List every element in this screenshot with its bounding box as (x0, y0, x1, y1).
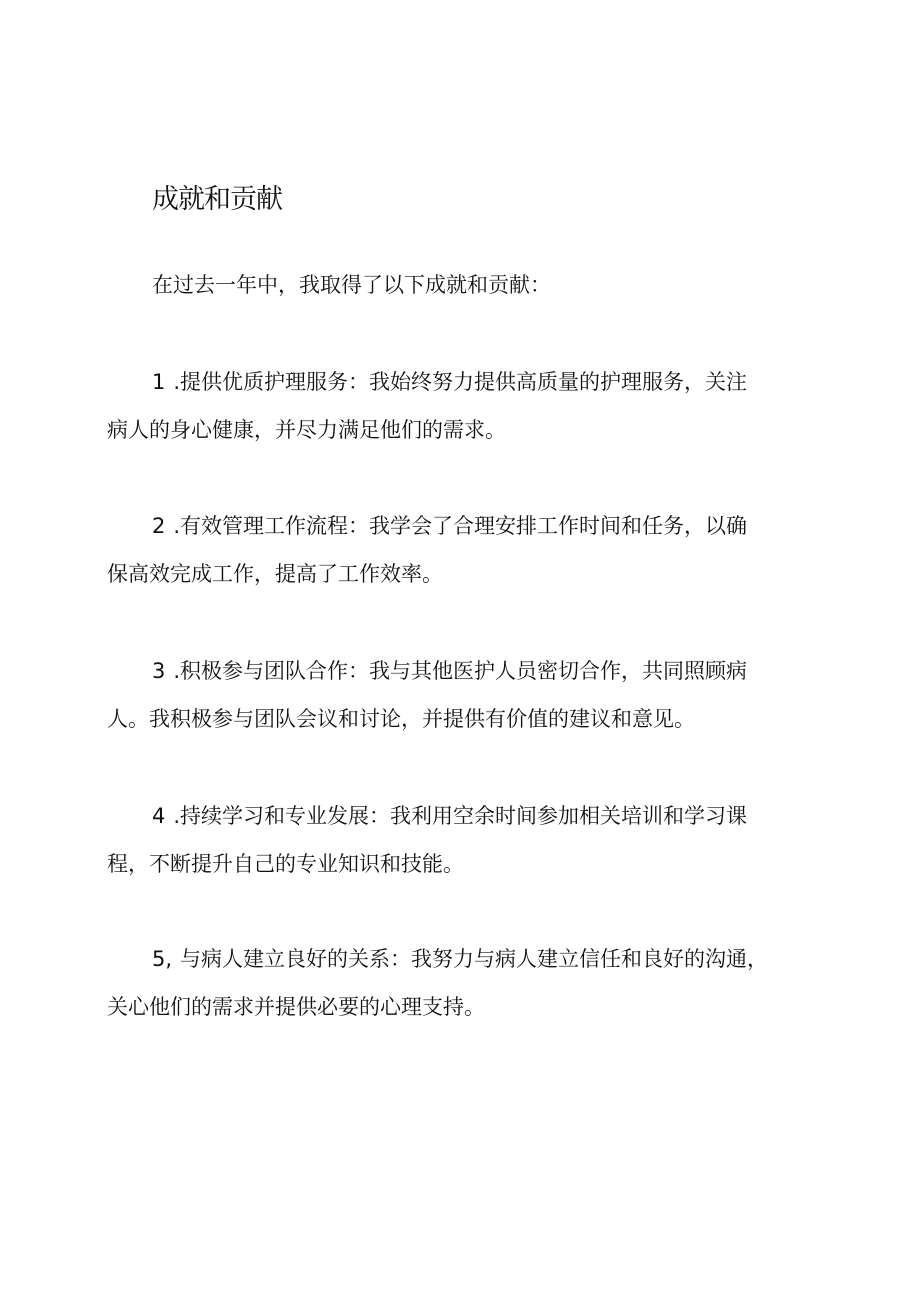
achievement-item-2 (107, 502, 817, 598)
item-2-line-2: 保高效完成工作，提高了工作效率。 (107, 562, 443, 586)
item-2-number: 2 (152, 514, 166, 538)
item-1-text-1: .提供优质护理服务：我始终努力提供高质量的护理服务，关注 (173, 370, 748, 394)
item-4-text-1: .持续学习和专业发展：我利用空余时间参加相关培训和学习课 (173, 804, 748, 828)
item-3-line-2: 人。我积极参与团队会议和讨论，并提供有价值的建议和意见。 (107, 707, 695, 731)
section-heading: 成就和贡献 (152, 184, 282, 215)
item-4-number: 4 (152, 804, 166, 828)
item-5-text-1: 与病人建立良好的关系：我努力与病人建立信任和良好的沟通， (180, 947, 769, 971)
item-3-number: 3 (152, 659, 166, 683)
achievement-item-1 (107, 358, 817, 454)
item-2-line-1 (107, 502, 817, 550)
item-5-line-2: 关心他们的需求并提供必要的心理支持。 (107, 995, 485, 1019)
item-4-line-1 (107, 792, 817, 840)
item-5-line-1 (107, 935, 817, 983)
item-1-line-1 (107, 358, 817, 406)
item-3-line-1 (107, 647, 817, 695)
achievement-item-4 (107, 792, 817, 888)
item-4-line-2: 程，不断提升自己的专业知识和技能。 (107, 852, 464, 876)
item-5-number: 5, (152, 947, 173, 971)
achievement-item-3 (107, 647, 817, 743)
achievement-item-5 (107, 935, 817, 1031)
item-1-number: 1 (152, 370, 166, 394)
item-1-line-2: 病人的身心健康，并尽力满足他们的需求。 (107, 418, 506, 442)
item-2-text-1: .有效管理工作流程：我学会了合理安排工作时间和任务，以确 (173, 514, 748, 538)
intro-paragraph: 在过去一年中，我取得了以下成就和贡献： (152, 273, 551, 297)
item-3-text-1: .积极参与团队合作：我与其他医护人员密切合作，共同照顾病 (173, 659, 748, 683)
